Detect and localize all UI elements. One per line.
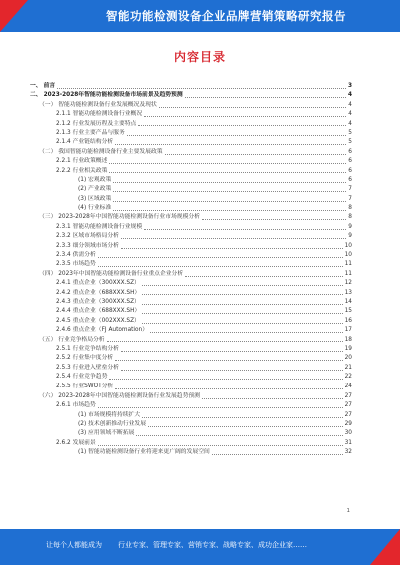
toc-leader-dots	[98, 445, 343, 446]
footer-slogan-left: 让每个人都能成为	[46, 541, 102, 549]
toc-entry-title: 2.4.1 重点企业（300XXX.SZ）	[56, 280, 140, 287]
toc-entry-title: （一） 智能功能检测设备行业发展概况及现状	[39, 101, 157, 108]
toc-entry-page: 10	[344, 242, 352, 249]
toc-entry-page: 20	[344, 355, 352, 362]
report-title: 智能功能检测设备企业品牌营销策略研究报告	[106, 9, 346, 23]
toc-entry-page: 15	[344, 308, 352, 315]
toc-entry[interactable]	[30, 317, 352, 326]
toc-entry[interactable]	[30, 213, 352, 222]
toc-entry-title: 2.2.1 行业政策概述	[56, 158, 108, 165]
table-of-contents	[30, 82, 352, 458]
toc-entry-page: 5	[348, 129, 352, 136]
toc-entry[interactable]	[30, 223, 352, 232]
toc-entry-title: (4) 行业标准	[78, 205, 112, 212]
toc-entry-page: 9	[348, 233, 352, 240]
toc-entry[interactable]	[30, 298, 352, 307]
toc-entry-title: 2.4.6 重点企业（FJ Automation）	[56, 327, 149, 334]
toc-entry[interactable]	[30, 260, 352, 269]
toc-leader-dots	[113, 201, 346, 202]
toc-entry[interactable]	[30, 120, 352, 129]
toc-entry[interactable]	[30, 354, 352, 363]
toc-entry-title: 2.5.3 行业进入壁垒分析	[56, 364, 119, 371]
toc-entry[interactable]	[30, 82, 352, 91]
page-number: 1	[346, 508, 350, 514]
toc-leader-dots	[185, 276, 342, 277]
toc-leader-dots	[185, 97, 346, 98]
toc-entry-page: 4	[348, 120, 352, 127]
toc-entry-title: 2.4.4 重点企业（688XXX.SH）	[56, 308, 141, 315]
toc-leader-dots	[121, 351, 343, 352]
footer-slogan-right: 行业专家、管理专家、营销专家、战略专家、成功企业家……	[118, 541, 307, 549]
toc-leader-dots	[148, 426, 343, 427]
toc-entry-title: 2.5.1 行业竞争结构分析	[56, 345, 119, 352]
toc-entry[interactable]	[30, 157, 352, 166]
toc-entry-title: 二、 2023-2028年智能功能检测设备市场前景及趋势预测	[30, 92, 183, 99]
toc-leader-dots	[113, 210, 346, 211]
toc-leader-dots	[98, 266, 343, 267]
toc-entry-page: 24	[344, 383, 352, 390]
toc-entry[interactable]	[30, 176, 352, 185]
toc-entry-title: （四） 2023年中国智能功能检测设备行业重点企业分析	[39, 270, 184, 277]
toc-entry[interactable]	[30, 91, 352, 100]
toc-entry-page: 21	[344, 364, 352, 371]
toc-leader-dots	[121, 248, 343, 249]
toc-entry-page: 14	[344, 298, 352, 305]
toc-entry[interactable]	[30, 270, 352, 279]
toc-entry[interactable]	[30, 326, 352, 335]
toc-entry[interactable]	[30, 383, 352, 392]
toc-entry[interactable]	[30, 307, 352, 316]
toc-entry-page: 6	[348, 176, 352, 183]
toc-entry-title: 2.1.3 行业主要产品与服务	[56, 129, 125, 136]
toc-entry-page: 11	[344, 270, 352, 277]
toc-leader-dots	[202, 398, 343, 399]
toc-entry-title: （二） 我国智能功能检测设备行业主要发展政策	[39, 148, 163, 155]
toc-entry-page: 27	[344, 402, 352, 409]
toc-entry[interactable]	[30, 232, 352, 241]
toc-entry-page: 4	[348, 111, 352, 118]
toc-entry[interactable]	[30, 251, 352, 260]
toc-entry-title: 2.6.1 市场趋势	[56, 402, 96, 409]
toc-entry[interactable]	[30, 185, 352, 194]
toc-leader-dots	[115, 360, 342, 361]
toc-entry-title: 2.5.5 行业SWOT分析	[56, 383, 114, 390]
toc-entry-title: 2.3.4 供需分析	[56, 252, 96, 259]
toc-leader-dots	[138, 125, 346, 126]
toc-entry-title: 2.4.3 重点企业（300XXX.SZ）	[56, 298, 140, 305]
toc-entry[interactable]	[30, 364, 352, 373]
toc-entry-title: 2.1.2 行业发展历程及主要特点	[56, 120, 137, 127]
toc-entry-page: 8	[348, 205, 352, 212]
toc-entry[interactable]	[30, 242, 352, 251]
toc-entry[interactable]	[30, 110, 352, 119]
toc-leader-dots	[127, 135, 347, 136]
toc-entry-page: 13	[344, 289, 352, 296]
toc-entry-page: 5	[348, 139, 352, 146]
toc-entry-page: 29	[344, 421, 352, 428]
toc-leader-dots	[142, 285, 343, 286]
toc-leader-dots	[109, 379, 342, 380]
toc-leader-dots	[142, 294, 342, 295]
toc-leader-dots	[113, 191, 346, 192]
toc-entry-page: 19	[344, 345, 352, 352]
toc-entry[interactable]	[30, 439, 352, 448]
toc-entry-page: 30	[344, 430, 352, 437]
toc-leader-dots	[109, 163, 346, 164]
toc-entry-page: 3	[347, 82, 352, 89]
toc-entry-title: (2) 产业政策	[78, 186, 112, 193]
toc-entry[interactable]	[30, 429, 352, 438]
toc-leader-dots	[159, 107, 347, 108]
toc-entry[interactable]	[30, 101, 352, 110]
toc-entry-title: 2.3.5 市场趋势	[56, 261, 96, 268]
toc-entry[interactable]	[30, 448, 352, 457]
toc-entry-page: 16	[344, 317, 352, 324]
toc-leader-dots	[98, 407, 343, 408]
toc-leader-dots	[121, 238, 346, 239]
toc-entry[interactable]	[30, 336, 352, 345]
toc-entry-page: 12	[344, 280, 352, 287]
toc-leader-dots	[57, 88, 346, 89]
toc-entry-page: 22	[344, 374, 352, 381]
toc-entry[interactable]	[30, 373, 352, 382]
toc-entry-page: 7	[348, 186, 352, 193]
toc-entry-page: 17	[344, 327, 352, 334]
toc-entry-title: 2.3.2 区域市场格局分析	[56, 233, 119, 240]
toc-entry[interactable]	[30, 279, 352, 288]
toc-leader-dots	[142, 304, 343, 305]
toc-entry-title: (3) 区域政策	[78, 195, 112, 202]
toc-leader-dots	[142, 313, 342, 314]
toc-entry[interactable]	[30, 138, 352, 147]
toc-leader-dots	[142, 323, 343, 324]
toc-leader-dots	[165, 154, 347, 155]
toc-entry-title: 2.3.3 细分领域市场分析	[56, 242, 119, 249]
toc-entry-page: 11	[344, 261, 352, 268]
toc-leader-dots	[107, 341, 343, 342]
footer-corner-accent	[370, 529, 400, 565]
toc-entry[interactable]	[30, 195, 352, 204]
toc-leader-dots	[121, 370, 343, 371]
toc-entry-page: 4	[347, 92, 352, 99]
toc-entry[interactable]	[30, 129, 352, 138]
toc-entry-title: (3) 应用领域不断拓展	[78, 430, 135, 437]
toc-entry[interactable]	[30, 411, 352, 420]
toc-entry[interactable]	[30, 420, 352, 429]
toc-entry-page: 18	[344, 336, 352, 343]
toc-leader-dots	[142, 417, 342, 418]
toc-entry-title: (1) 市场规模将持续扩大	[78, 411, 141, 418]
toc-entry[interactable]	[30, 289, 352, 298]
toc-entry-title: （六） 2023-2028年中国智能功能检测设备行业发展趋势预测	[39, 392, 200, 399]
toc-entry-title: (2) 技术创新推动行业发展	[78, 421, 147, 428]
toc-entry-page: 7	[348, 195, 352, 202]
toc-entry-title: 2.4.2 重点企业（688XXX.SH）	[56, 289, 141, 296]
toc-entry-title: 2.5.4 行业竞争趋势	[56, 374, 108, 381]
toc-leader-dots	[115, 144, 346, 145]
toc-leader-dots	[113, 182, 346, 183]
toc-entry-page: 9	[348, 223, 352, 230]
toc-entry[interactable]	[30, 148, 352, 157]
toc-heading: 内容目录	[173, 50, 226, 64]
toc-entry-title: 2.6.2 发展前景	[56, 439, 96, 446]
toc-leader-dots	[98, 257, 343, 258]
toc-entry[interactable]	[30, 167, 352, 176]
toc-entry-title: 2.4.5 重点企业（002XXX.SZ）	[56, 317, 140, 324]
toc-entry-title: 2.2.2 行业相关政策	[56, 167, 108, 174]
toc-entry-page: 10	[344, 252, 352, 259]
toc-entry-title: 2.1.4 产业链结构分析	[56, 139, 114, 146]
toc-leader-dots	[115, 388, 342, 389]
toc-entry-title: 2.3.1 智能功能检测设备行业规模	[56, 223, 143, 230]
toc-entry-page: 6	[348, 167, 352, 174]
toc-entry-page: 27	[344, 411, 352, 418]
toc-entry[interactable]	[30, 392, 352, 401]
toc-leader-dots	[150, 332, 343, 333]
toc-entry-page: 6	[348, 158, 352, 165]
header-corner-accent	[0, 0, 28, 32]
toc-entry-page: 32	[344, 449, 352, 456]
toc-leader-dots	[144, 229, 346, 230]
toc-entry-title: 2.1.1 智能功能检测设备行业概况	[56, 111, 143, 118]
toc-leader-dots	[202, 219, 346, 220]
toc-entry[interactable]	[30, 345, 352, 354]
toc-entry[interactable]	[30, 401, 352, 410]
toc-leader-dots	[109, 172, 346, 173]
toc-entry-page: 8	[348, 214, 352, 221]
toc-entry-title: （五） 行业竞争格局分析	[39, 336, 105, 343]
toc-entry[interactable]	[30, 204, 352, 213]
toc-leader-dots	[136, 435, 342, 436]
toc-entry-title: 一、 前言	[30, 82, 56, 89]
toc-entry-page: 4	[348, 101, 352, 108]
toc-entry-title: 2.5.2 行业集中度分析	[56, 355, 114, 362]
toc-entry-title: （三） 2023-2028年中国智能功能检测设备行业市场规模分析	[39, 214, 200, 221]
toc-leader-dots	[212, 454, 343, 455]
toc-entry-title: (1) 宏观政策	[78, 176, 112, 183]
toc-entry-page: 31	[344, 439, 352, 446]
toc-entry-page: 27	[344, 392, 352, 399]
toc-entry-page: 6	[348, 148, 352, 155]
toc-leader-dots	[144, 116, 346, 117]
toc-entry-title: (1) 智能功能检测设备行业将迎来更广阔的发展空间	[78, 449, 210, 456]
